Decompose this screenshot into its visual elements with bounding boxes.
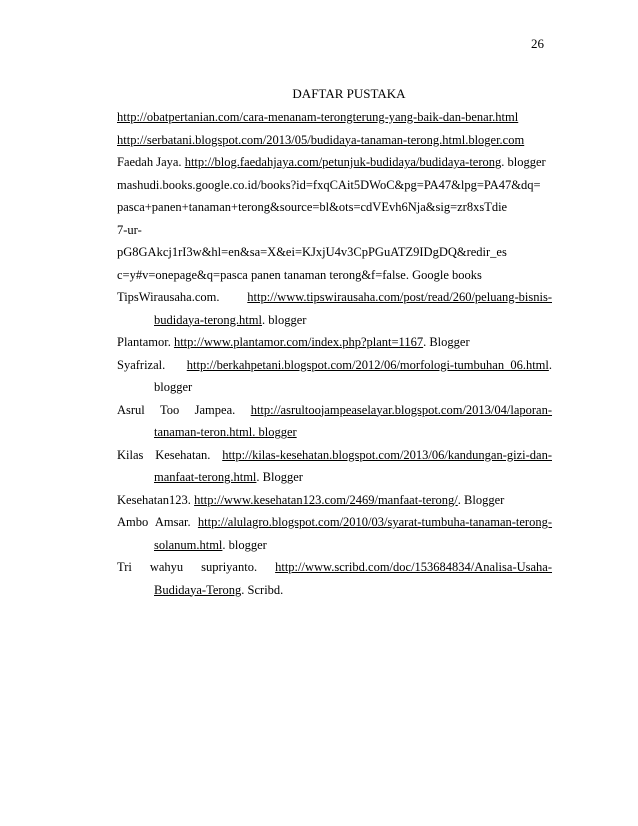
- reference-author: Tri wahyu supriyanto.: [117, 560, 258, 574]
- reference-author: Syafrizal.: [117, 357, 166, 372]
- reference-link[interactable]: http://serbatani.blogspot.com/2013/05/budidaya-tanaman-terong.html.bloger.com: [117, 132, 525, 147]
- reference-item: [117, 286, 552, 331]
- reference-item: [117, 106, 552, 129]
- reference-suffix: . blogger: [501, 155, 546, 169]
- reference-link[interactable]: http://www.plantamor.com/index.php?plant=1167: [173, 335, 424, 349]
- reference-line: blogger: [154, 380, 193, 394]
- reference-item: [117, 174, 552, 287]
- reference-suffix: . Scribd.: [241, 582, 284, 597]
- reference-first-line: [117, 556, 552, 579]
- reference-line: mashudi.books.google.co.id/books?id=fxqCAit5DWoC&pg=PA47&lpg=PA47&dq=: [117, 177, 541, 192]
- reference-link-continued[interactable]: solanum.html: [154, 537, 223, 552]
- reference-first-line: [117, 354, 552, 377]
- reference-item: [117, 556, 552, 601]
- reference-item: [117, 129, 552, 152]
- reference-link-continued[interactable]: manfaat-terong.html: [154, 470, 257, 484]
- reference-line: c=y#v=onepage&q=pasca panen tanaman terong&f=false. Google books: [117, 267, 482, 282]
- reference-suffix: .: [548, 357, 552, 372]
- reference-line: 7-ur-: [117, 222, 142, 237]
- reference-link[interactable]: http://asrultoojampeaselayar.blogspot.com/2013/04/laporan-: [250, 402, 553, 417]
- reference-link-continued[interactable]: Budidaya-Terong: [154, 582, 242, 597]
- page-number: 26: [531, 36, 544, 51]
- reference-item: [117, 511, 552, 556]
- reference-author: Asrul Too Jampea.: [117, 402, 236, 417]
- reference-author: Ambo Amsar.: [117, 515, 191, 529]
- reference-item: [117, 331, 552, 354]
- reference-item: [117, 444, 552, 489]
- reference-author: Kesehatan123.: [117, 492, 191, 507]
- reference-suffix: . blogger: [261, 312, 307, 327]
- reference-author: Plantamor.: [117, 335, 171, 349]
- reference-author: Kilas Kesehatan.: [117, 447, 211, 462]
- reference-first-line: [117, 399, 552, 422]
- reference-suffix: . blogger: [222, 537, 267, 552]
- reference-first-line: [117, 444, 552, 467]
- reference-link[interactable]: http://obatpertanian.com/cara-menanam-terongterung-yang-baik-dan-benar.html: [117, 110, 519, 124]
- reference-link[interactable]: http://berkahpetani.blogspot.com/2012/06/morfologi-tumbuhan_06.html: [186, 357, 549, 372]
- reference-author: Faedah Jaya.: [117, 155, 182, 169]
- reference-item: [117, 399, 552, 444]
- reference-item: [117, 151, 552, 174]
- reference-first-line: [117, 511, 552, 534]
- reference-link[interactable]: http://www.tipswirausaha.com/post/read/260/peluang-bisnis-: [247, 290, 552, 304]
- reference-link[interactable]: http://kilas-kesehatan.blogspot.com/2013/06/kandungan-gizi-dan-: [222, 447, 552, 462]
- page-title: DAFTAR PUSTAKA: [292, 86, 406, 101]
- reference-suffix: . Blogger: [256, 470, 303, 484]
- reference-item: [117, 354, 552, 399]
- reference-suffix: . Blogger: [457, 492, 505, 507]
- reference-suffix: . Blogger: [423, 335, 470, 349]
- reference-link-continued[interactable]: budidaya-terong.html: [154, 312, 262, 327]
- reference-link[interactable]: http://alulagro.blogspot.com/2010/03/syarat-tumbuha-tanaman-terong-: [197, 515, 553, 529]
- reference-link[interactable]: http://www.scribd.com/doc/153684834/Analisa-Usaha-: [275, 560, 553, 574]
- reference-item: [117, 489, 552, 512]
- reference-link-continued[interactable]: tanaman-teron.html. blogger: [154, 425, 297, 439]
- reference-list: [117, 106, 552, 601]
- reference-link[interactable]: http://blog.faedahjaya.com/petunjuk-budidaya/budidaya-terong: [184, 155, 502, 169]
- reference-line: pasca+panen+tanaman+terong&source=bl&ots=cdVEvh6Nja&sig=zr8xsTdie: [117, 200, 508, 214]
- reference-link[interactable]: http://www.kesehatan123.com/2469/manfaat-terong/: [194, 492, 458, 507]
- reference-first-line: [117, 286, 552, 309]
- reference-author: TipsWirausaha.com.: [117, 290, 220, 304]
- reference-line: pG8GAkcj1rI3w&hl=en&sa=X&ei=KJxjU4v3CpPGuATZ9IDgDQ&redir_es: [117, 245, 507, 259]
